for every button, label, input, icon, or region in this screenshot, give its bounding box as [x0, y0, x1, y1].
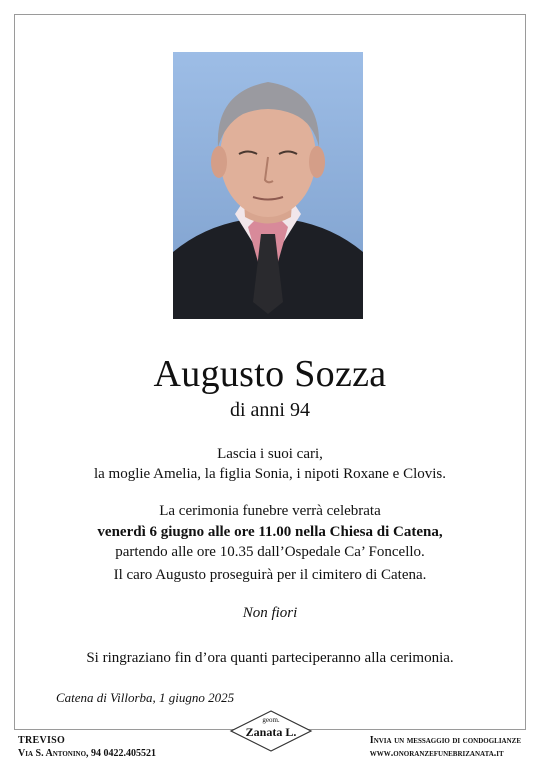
place-and-date: Catena di Villorba, 1 giugno 2025	[56, 690, 235, 705]
deceased-name: Augusto Sozza	[153, 353, 387, 395]
notice-line: La cerimonia funebre verrà celebrata	[159, 503, 381, 519]
portrait-image	[173, 52, 363, 319]
no-flowers-note: Non fiori	[242, 605, 298, 621]
ceremony-date-line: venerdì 6 giugno alle ore 11.00 nella Chiesa di Catena,	[97, 524, 443, 540]
footer-contact	[18, 734, 156, 760]
thanks-line: Si ringraziano fin d’ora quanti parteciperanno alla cerimonia.	[86, 650, 454, 666]
footer-condolences[interactable]	[370, 734, 521, 760]
notice-line: partendo alle ore 10.35 dall’Ospedale Ca’ Foncello.	[115, 544, 425, 560]
logo-small-text: geom.	[262, 716, 280, 724]
notice-line: la moglie Amelia, la figlia Sonia, i nipoti Roxane e Clovis.	[93, 466, 447, 482]
footer-city: TREVISO	[18, 735, 66, 746]
notice-line: Il caro Augusto proseguirà per il cimitero di Catena.	[113, 567, 427, 583]
deceased-age: di anni 94	[230, 399, 310, 421]
condolences-link[interactable]: Invia un messaggio di condoglianze	[369, 735, 521, 746]
notice-line: Lascia i suoi cari,	[217, 446, 323, 462]
portrait-photo	[173, 52, 363, 319]
website-link[interactable]: www.onoranzefunebrizanata.it	[369, 748, 504, 759]
footer-address: Via S. Antonino, 94 0422.405521	[18, 748, 157, 759]
logo-main-text: Zanata L.	[245, 725, 297, 739]
